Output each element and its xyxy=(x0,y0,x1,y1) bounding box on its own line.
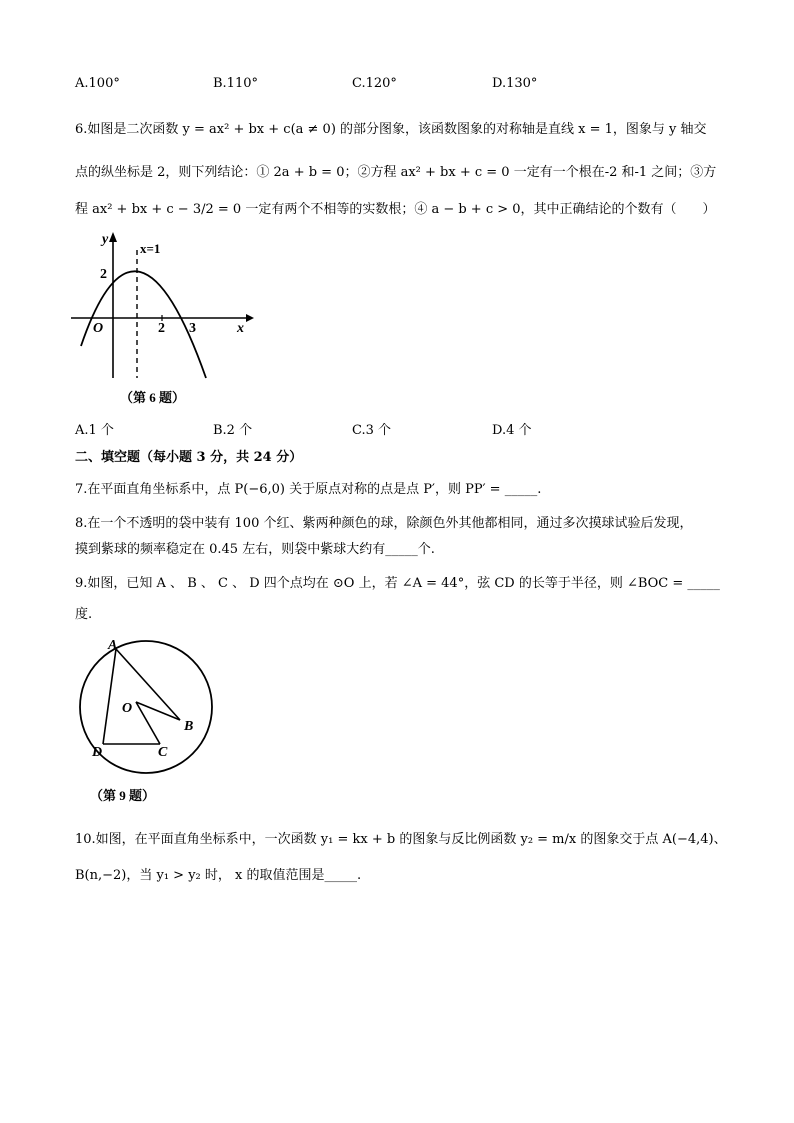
q6-stem-line3: 程 ax² + bx + c − 3/2 = 0 一定有两个不相等的实数根；④ a − b + c > 0，其中正确结论的个数有（ ） xyxy=(75,202,716,217)
label-c: C xyxy=(158,745,168,760)
q5-option-b: B.110° xyxy=(213,76,258,91)
radius-ob xyxy=(136,702,180,720)
q10-line2: B(n,−2)，当 y₁ > y₂ 时， x 的取值范围是_____. xyxy=(75,868,362,883)
y-axis-arrow xyxy=(109,232,117,242)
q6-stem-line1: 6.如图是二次函数 y = ax² + bx + c(a ≠ 0) 的部分图象，该函数图象的对称轴是直线 x = 1，图象与 y 轴交 xyxy=(75,122,707,137)
q10-line1: 10.如图，在平面直角坐标系中，一次函数 y₁ = kx + b 的图象与反比例函数 y₂ = m/x 的图象交于点 A(−4,4)、 xyxy=(75,832,727,847)
radius-oc xyxy=(136,702,160,744)
label-a: A xyxy=(108,638,118,653)
q9-line1: 9.如图，已知 A 、 B 、 C 、 D 四个点均在 ⊙O 上，若 ∠A = 44°，弦 CD 的长等于半径，则 ∠BOC = _____ xyxy=(75,576,720,591)
q6-option-d: D.4 个 xyxy=(492,423,532,438)
label-d: D xyxy=(92,745,103,760)
label-b: B xyxy=(184,719,194,734)
chord-ad xyxy=(103,649,116,744)
q6-figure-caption: （第 6 题） xyxy=(120,390,186,405)
q6-stem-line2: 点的纵坐标是 2，则下列结论：① 2a + b = 0；②方程 ax² + bx + c = 0 一定有一个根在-2 和-1 之间；③方 xyxy=(75,165,717,180)
x-axis-arrow xyxy=(246,314,254,322)
q6-option-c: C.3 个 xyxy=(352,423,392,438)
q9-line2: 度. xyxy=(75,607,93,622)
q5-option-c: C.120° xyxy=(352,76,397,91)
q8-line1: 8.在一个不透明的袋中装有 100 个红、紫两种颜色的球，除颜色外其他都相同，通过多次摸球试验后发现， xyxy=(75,516,693,531)
label-x-3: 3 xyxy=(189,321,196,336)
q6-parabola-figure xyxy=(66,228,256,408)
q7-text: 7.在平面直角坐标系中，点 P(−6,0) 关于原点对称的点是点 P′，则 PP′ = _____. xyxy=(75,482,542,497)
q8-line2: 摸到紫球的频率稳定在 0.45 左右，则袋中紫球大约有_____个. xyxy=(75,542,435,557)
label-axis-x1: x=1 xyxy=(140,241,161,256)
label-y: y xyxy=(102,232,109,247)
label-o: O xyxy=(122,701,133,716)
q5-option-a: A.100° xyxy=(75,76,120,91)
label-x-2: 2 xyxy=(158,321,165,336)
label-origin: O xyxy=(93,321,104,336)
q9-figure-caption: （第 9 题） xyxy=(90,788,156,803)
q9-circle-figure xyxy=(72,632,222,812)
label-y-2: 2 xyxy=(100,267,107,282)
section-title: 二、填空题（每小题 3 分，共 24 分） xyxy=(75,450,303,465)
q5-option-d: D.130° xyxy=(492,76,538,91)
label-x: x xyxy=(237,321,244,336)
q6-option-a: A.1 个 xyxy=(75,423,114,438)
q6-option-b: B.2 个 xyxy=(213,423,253,438)
